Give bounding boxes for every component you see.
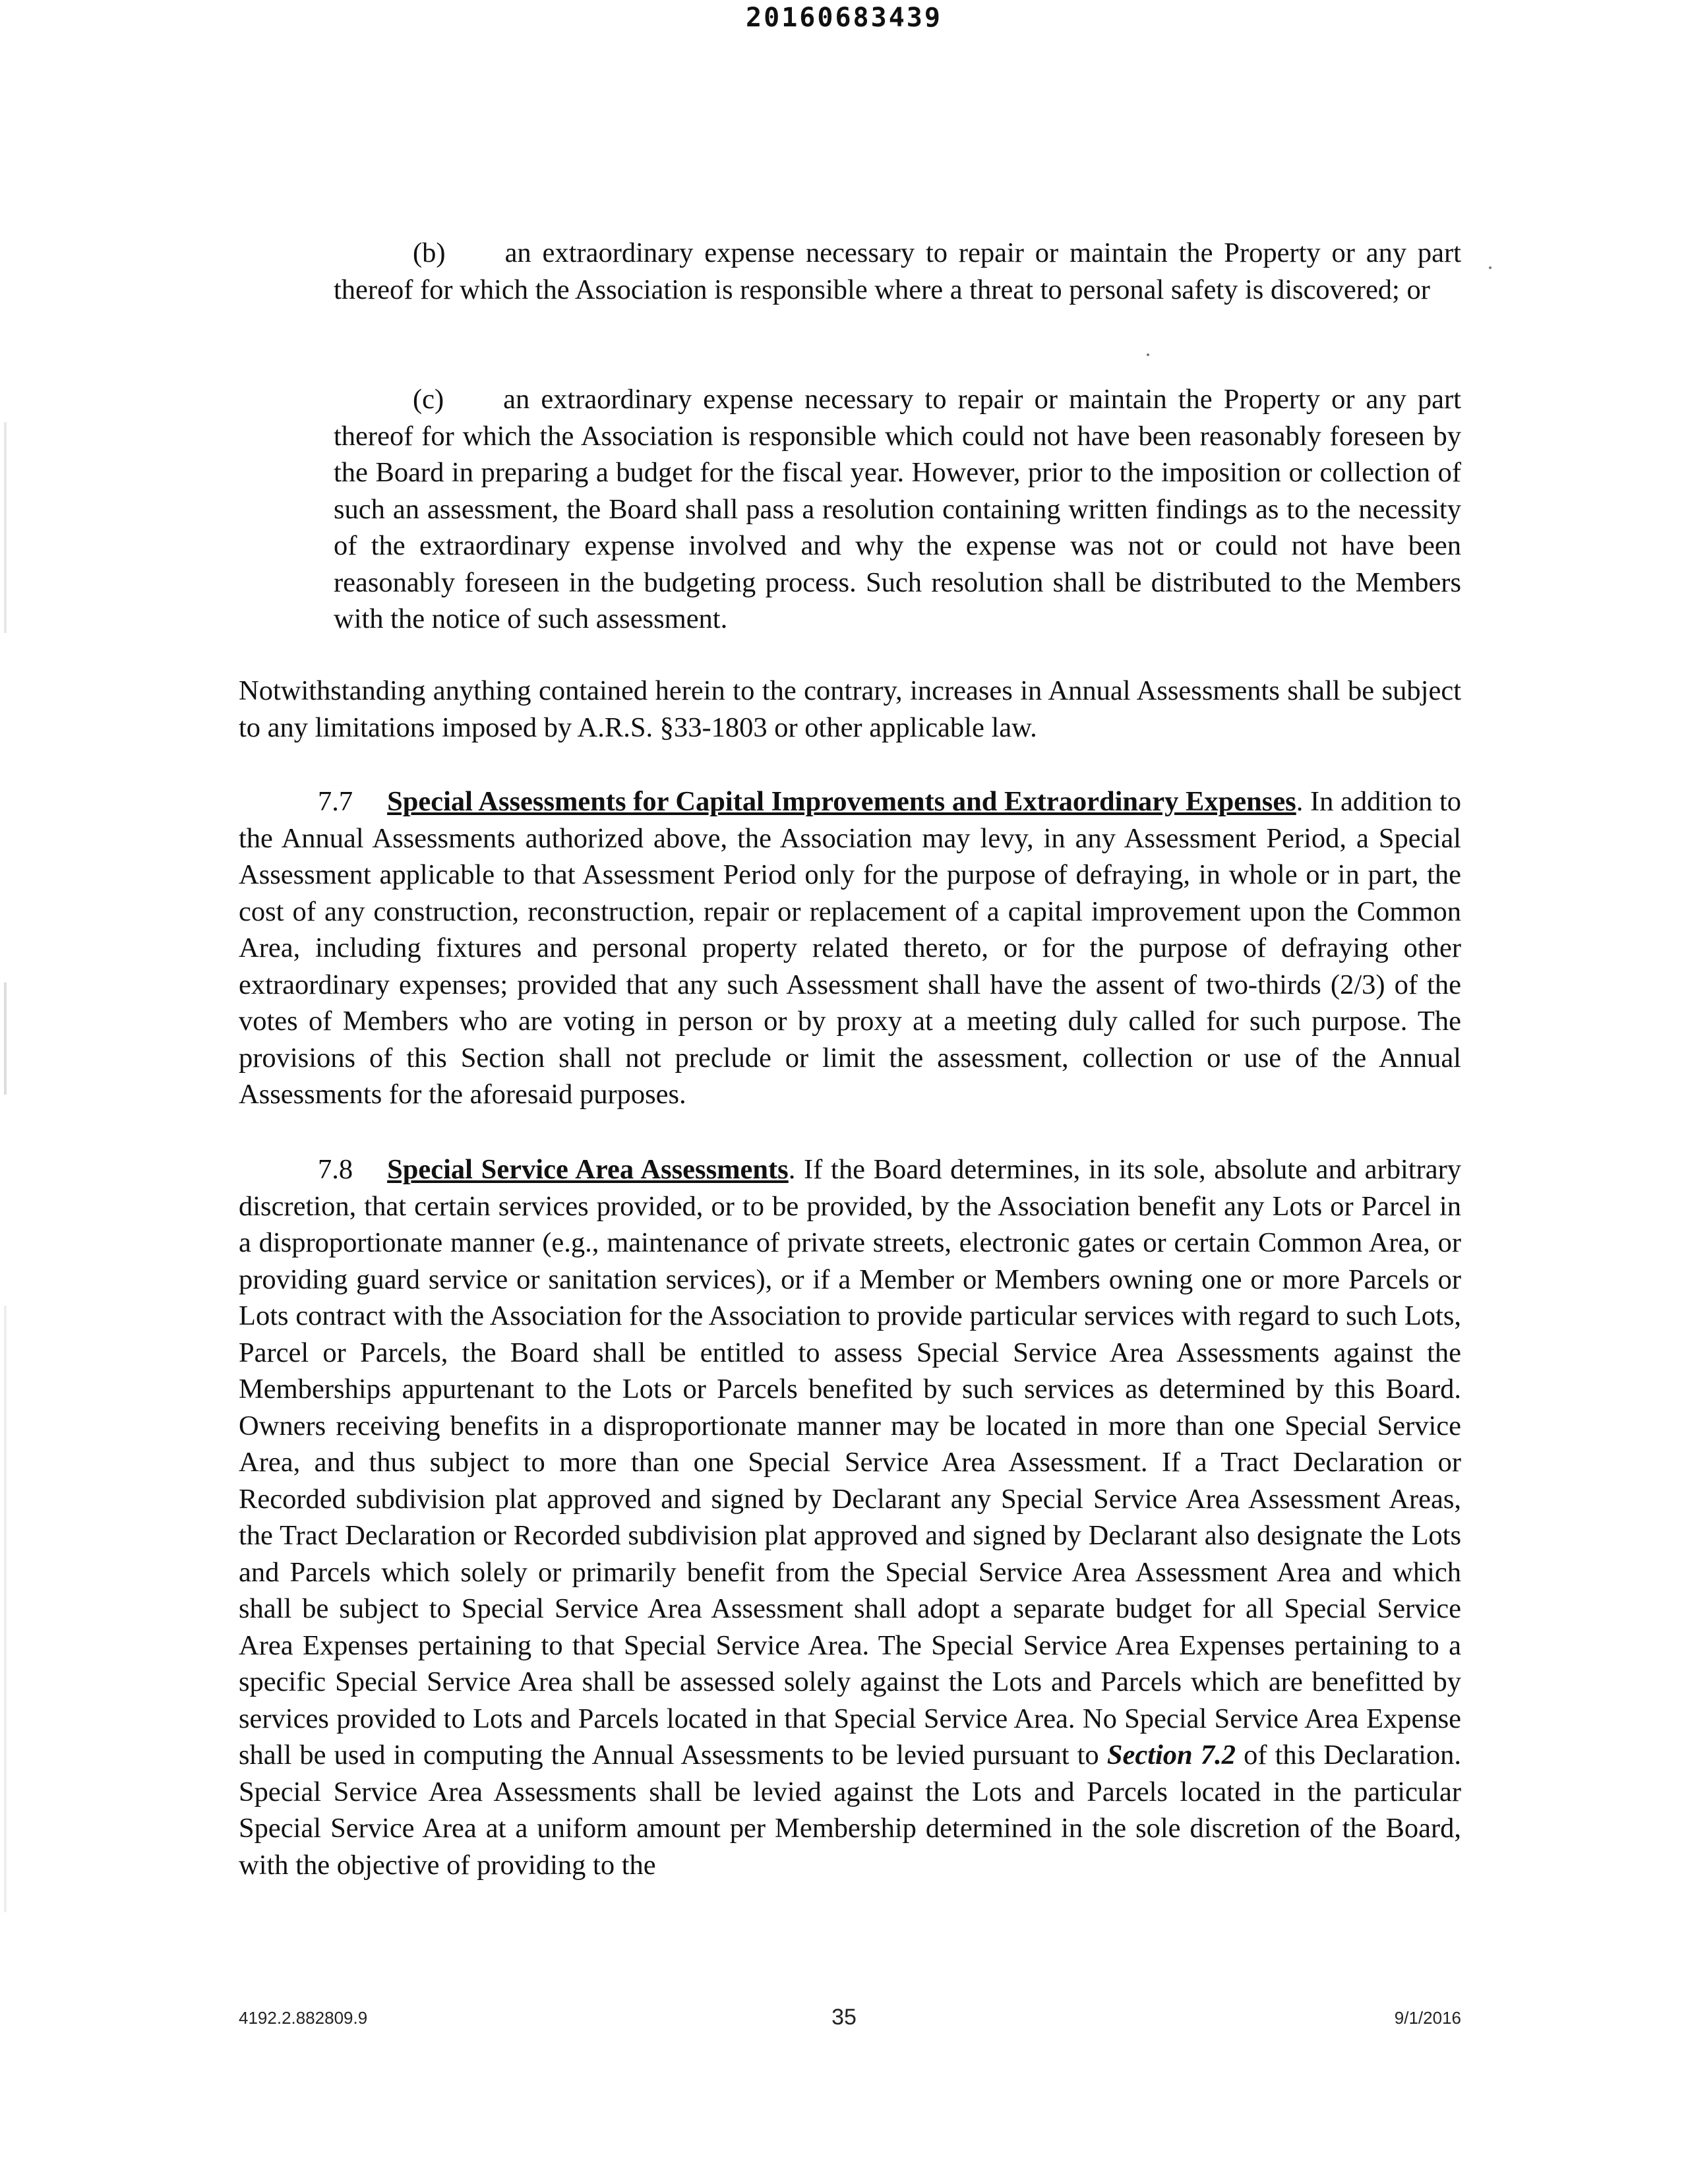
footer-document-id: 4192.2.882809.9	[239, 2008, 368, 2028]
section-7-8	[239, 1151, 1461, 1883]
section-7-8-heading: Special Service Area Assessments	[387, 1154, 789, 1185]
section-7-7	[239, 783, 1461, 1113]
recording-number: 20160683439	[746, 3, 942, 33]
section-7-2-reference: Section 7.2	[1106, 1740, 1236, 1771]
clause-b-text: an extraordinary expense necessary to repair or maintain the Property or any part thereof for which the Association is responsible where a threat to personal safety is discovered; or	[334, 237, 1461, 305]
notwithstanding-paragraph: Notwithstanding anything contained herein to the contrary, increases in Annual Assessments shall be subject to any limitations imposed by A.R.S. §33-1803 or other applicable law.	[239, 675, 1461, 743]
section-7-7-text: In addition to the Annual Assessments authorized above, the Association may levy, in any Assessment Period, a Special Assessment applicable to that Assessment Period only for the purpose of defraying, in whole or in part, the cost of any construction, reconstruction, repair or replacement of a capital improvement upon the Common Area, including fixtures and personal property related thereto, or for the purpose of defraying other extraordinary expenses; provided that any such Assessment shall have the assent of two-thirds (2/3) of the votes of Members who are voting in person or by proxy at a meeting duly called for such purpose. The provisions of this Section shall not preclude or limit the assessment, collection or use of the Annual Assessments for the aforesaid purposes.	[239, 786, 1462, 1110]
section-7-7-heading: Special Assessments for Capital Improvements and Extraordinary Expenses	[387, 786, 1296, 817]
clause-c-text: an extraordinary expense necessary to repair or maintain the Property or any part thereof for which the Association is responsible which could not have been reasonably foreseen by the Board in preparing a budget for the fiscal year. However, prior to the imposition or collection of such an assessment, the Board shall pass a resolution containing written findings as to the necessity of the extraordinary expense involved and why the expense was not or could not have been reasonably foreseen in the budgeting process. Such resolution shall be distributed to the Members with the notice of such assessment.	[334, 384, 1461, 634]
scan-edge-mark	[4, 422, 7, 633]
stray-scan-dot	[1489, 266, 1492, 269]
clause-b-label: (b)	[413, 237, 446, 268]
clause-c-label: (c)	[413, 384, 444, 415]
footer-page-number: 35	[831, 2005, 857, 2030]
section-7-8-heading-period: .	[788, 1154, 796, 1185]
scan-edge-mark	[4, 983, 7, 1095]
clause-c	[334, 381, 1461, 638]
stray-scan-dot	[1147, 353, 1149, 356]
section-7-7-heading-period: .	[1296, 786, 1304, 817]
section-7-8-number: 7.8	[318, 1154, 353, 1185]
clause-b	[334, 235, 1461, 308]
footer-date: 9/1/2016	[1394, 2008, 1461, 2028]
section-7-8-text-continued: of this Declaration. Special Service Area Assessments shall be levied against the Lots and Parcels located in the particular Special Service Area at a uniform amount per Membership determined in the sole discretion of the Board, with the objective of providing to the	[239, 1740, 1462, 1881]
section-7-8-text: If the Board determines, in its sole, absolute and arbitrary discretion, that certain services provided, or to be provided, by the Association benefit any Lots or Parcel in a disproportionate manner (e.g., maintenance of private streets, electronic gates or certain Common Area, or providing guard service or sanitation services), or if a Member or Members owning one or more Parcels or Lots contract with the Association for the Association to provide particular services with regard to such Lots, Parcel or Parcels, the Board shall be entitled to assess Special Service Area Assessments against the Memberships appurtenant to the Lots or Parcels benefited by such services as determined by this Board. Owners receiving benefits in a disproportionate manner may be located in more than one Special Service Area, and thus subject to more than one Special Service Area Assessment. If a Tract Declaration or Recorded subdivision plat approved and signed by Declarant any Special Service Area Assessment Areas, the Tract Declaration or Recorded subdivision plat approved and signed by Declarant also designate the Lots and Parcels which solely or primarily benefit from the Special Service Area Assessment Area and which shall be subject to Special Service Area Assessment shall adopt a separate budget for all Special Service Area Expenses pertaining to that Special Service Area. The Special Service Area Expenses pertaining to a specific Special Service Area shall be assessed solely against the Lots and Parcels which are benefitted by services provided to Lots and Parcels located in that Special Service Area. No Special Service Area Expense shall be used in computing the Annual Assessments to be levied pursuant to	[239, 1154, 1461, 1771]
section-7-7-number: 7.7	[318, 786, 353, 817]
scan-edge-mark	[4, 1306, 7, 1912]
